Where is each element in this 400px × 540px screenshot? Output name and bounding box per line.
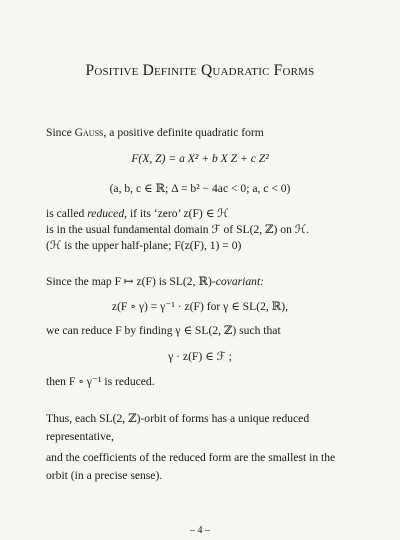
- then-reduced-line: then F ∘ γ⁻¹ is reduced.: [46, 375, 155, 388]
- covariant-word: covariant:: [215, 275, 265, 288]
- map-prefix: Since the map F ↦ z(F) is SL(2, ℝ)-: [46, 275, 216, 288]
- gauss-name: Gauss: [74, 126, 104, 139]
- conditions-line: (a, b, c ∈ ℝ; Δ = b² − 4ac < 0; a, c < 0): [109, 182, 291, 195]
- intro-prefix: Since: [46, 126, 75, 139]
- page-number: – 4 –: [190, 525, 210, 536]
- intro-suffix: , a positive definite quadratic form: [103, 126, 264, 139]
- covariance-equation: z(F ∘ γ) = γ⁻¹ · z(F) for γ ∈ SL(2, ℝ),: [111, 300, 289, 313]
- fundamental-domain-line: is in the usual fundamental domain ℱ of SL(2, ℤ) on ℋ.: [46, 223, 310, 236]
- reduce-line: we can reduce F by finding γ ∈ SL(2, ℤ) such that: [46, 324, 281, 337]
- covariant-map-line: [46, 275, 264, 289]
- gamma-equation: γ · z(F) ∈ ℱ ;: [168, 350, 232, 363]
- intro-line: [46, 126, 264, 140]
- reduced-prefix: is called: [46, 207, 88, 220]
- orbit-line-4: orbit (in a precise sense).: [46, 469, 163, 482]
- quadratic-form-formula: F(X, Z) = a X² + b X Z + c Z²: [131, 152, 269, 165]
- reduced-word: reduced: [87, 207, 125, 220]
- orbit-line-2: representative,: [46, 430, 114, 443]
- half-plane-line: (ℋ is the upper half-plane; F(z(F), 1) = 0): [46, 239, 242, 252]
- orbit-line-3: and the coefficients of the reduced form are the smallest in the: [46, 451, 336, 464]
- page-title: Positive Definite Quadratic Forms: [85, 62, 315, 79]
- reduced-definition-line: [46, 207, 229, 221]
- reduced-suffix: , if its ‘zero’ z(F) ∈ ℋ: [124, 207, 229, 220]
- orbit-line-1: Thus, each SL(2, ℤ)-orbit of forms has a unique reduced: [46, 412, 310, 425]
